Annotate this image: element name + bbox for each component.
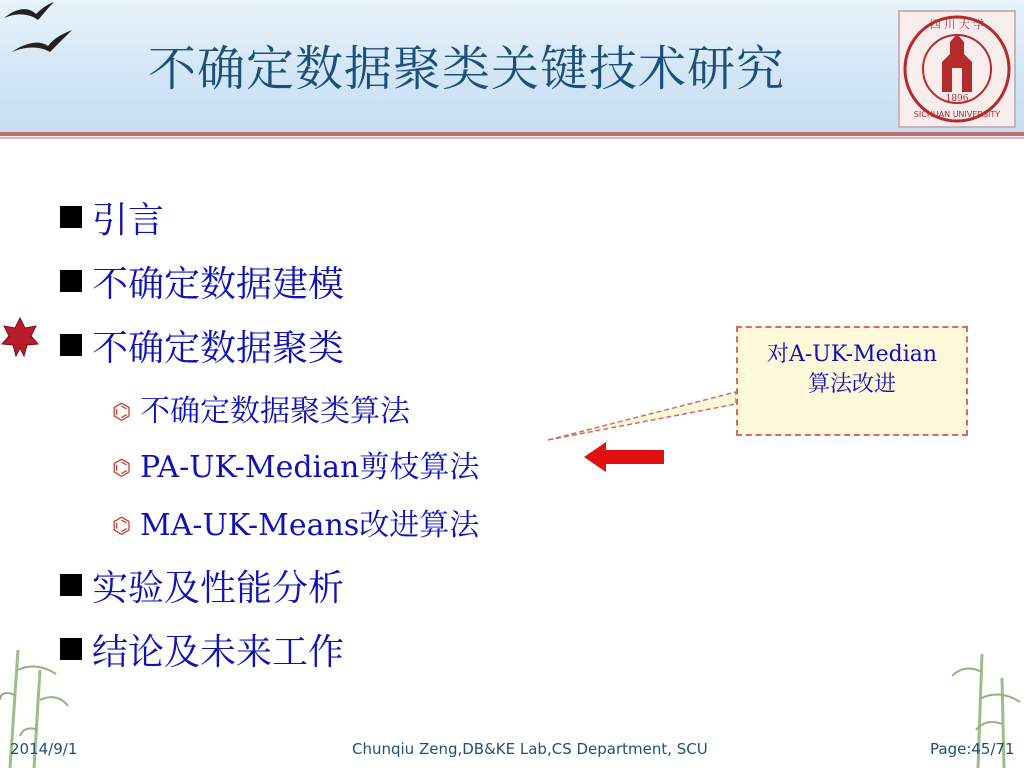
- outline-item-label: 不确定数据建模: [92, 264, 345, 305]
- bullet-square: [60, 334, 82, 356]
- bullet-square: [60, 270, 82, 292]
- outline-item-label: 实验及性能分析: [92, 568, 345, 609]
- current-section-star-icon: [0, 316, 40, 360]
- birds-icon: [2, 0, 76, 64]
- outline-item-conclusion[interactable]: [60, 624, 344, 675]
- hexagon-h-icon: ⌬: [112, 514, 132, 539]
- outline-item-intro[interactable]: [60, 192, 164, 243]
- header-rule-secondary: [0, 137, 1024, 139]
- callout-line-1: 对A-UK-Median: [766, 342, 938, 367]
- outline-item-modeling[interactable]: [60, 256, 344, 307]
- outline-item-experiments[interactable]: [60, 560, 344, 611]
- outline-item-label: 结论及未来工作: [92, 632, 345, 673]
- outline-subitem-ma-uk-means[interactable]: [112, 500, 479, 544]
- outline-item-label: 引言: [92, 200, 165, 241]
- outline-item-label: 不确定数据聚类: [92, 328, 345, 369]
- outline-subitem-pa-uk-median[interactable]: [112, 442, 479, 486]
- outline-subitem-label: PA-UK-Median剪枝算法: [140, 450, 480, 485]
- left-arrow-icon: [584, 440, 666, 474]
- outline-subitem-algorithms[interactable]: [112, 386, 410, 430]
- callout-line-2: 算法改进: [807, 372, 896, 397]
- footer-author: Chunqiu Zeng,DB&KE Lab,CS Department, SCU: [352, 740, 708, 758]
- hexagon-h-icon: ⌬: [112, 400, 132, 425]
- logo-text-top: 四 川 大 学: [929, 18, 985, 31]
- bullet-square: [60, 206, 82, 228]
- logo-text-bottom: SICHUAN UNIVERSITY: [913, 110, 1001, 119]
- bullet-square: [60, 574, 82, 596]
- footer-date: 2014/9/1: [10, 740, 78, 758]
- outline-item-clustering[interactable]: [60, 320, 344, 371]
- footer-page: Page:45/71: [930, 740, 1015, 758]
- hexagon-h-icon: ⌬: [112, 456, 132, 481]
- callout-box: [736, 326, 968, 436]
- logo-year: 1896: [945, 94, 969, 104]
- slide-title: 不确定数据聚类关键技术研究: [148, 41, 786, 97]
- outline-subitem-label: MA-UK-Means改进算法: [140, 508, 480, 543]
- header-rule: [0, 132, 1024, 136]
- outline-subitem-label: 不确定数据聚类算法: [140, 394, 410, 429]
